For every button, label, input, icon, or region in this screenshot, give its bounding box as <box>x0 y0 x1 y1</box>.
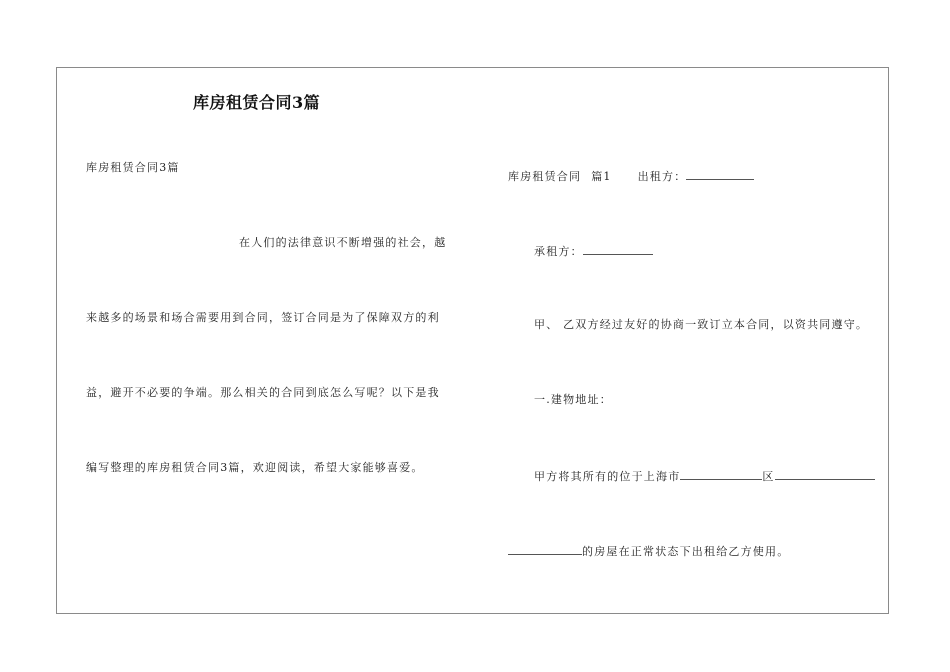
contract-heading: 库房租赁合同 <box>508 170 582 183</box>
contract-heading-row <box>508 168 754 184</box>
lessor-blank <box>686 168 754 180</box>
address-suffix-row <box>508 543 789 559</box>
clause-1-title: 一.建物地址： <box>534 393 612 406</box>
section-label: 篇1 <box>591 170 612 183</box>
lessee-blank <box>583 243 653 255</box>
district-blank <box>775 468 875 480</box>
intro-paragraph-line-1: 在人们的法律意识不断增强的社会，越 <box>239 236 447 249</box>
document-title: 库房租赁合同3篇 <box>193 93 321 112</box>
lessee-label: 承租方： <box>534 245 583 258</box>
city-blank <box>680 468 762 480</box>
address-district: 区 <box>762 470 775 483</box>
address-prefix: 甲方将其所有的位于上海市 <box>534 470 681 483</box>
lessee-row <box>534 243 653 259</box>
intro-paragraph-line-4: 编写整理的库房租赁合同3篇，欢迎阅读，希望大家能够喜爱。 <box>86 461 424 474</box>
document-page-frame <box>56 67 889 614</box>
intro-paragraph-line-2: 来越多的场景和场合需要用到合同，签订合同是为了保障双方的利 <box>86 311 440 324</box>
agreement-line: 甲、 乙双方经过友好的协商一致订立本合同，以资共同遵守。 <box>534 318 869 331</box>
address-suffix: 的房屋在正常状态下出租给乙方使用。 <box>582 545 790 558</box>
lessor-label: 出租方： <box>637 170 687 183</box>
intro-paragraph-line-3: 益，避开不必要的争端。那么相关的合同到底怎么写呢？以下是我 <box>86 386 440 399</box>
document-subtitle: 库房租赁合同3篇 <box>86 161 180 174</box>
property-blank <box>508 543 582 555</box>
address-row <box>534 468 875 484</box>
